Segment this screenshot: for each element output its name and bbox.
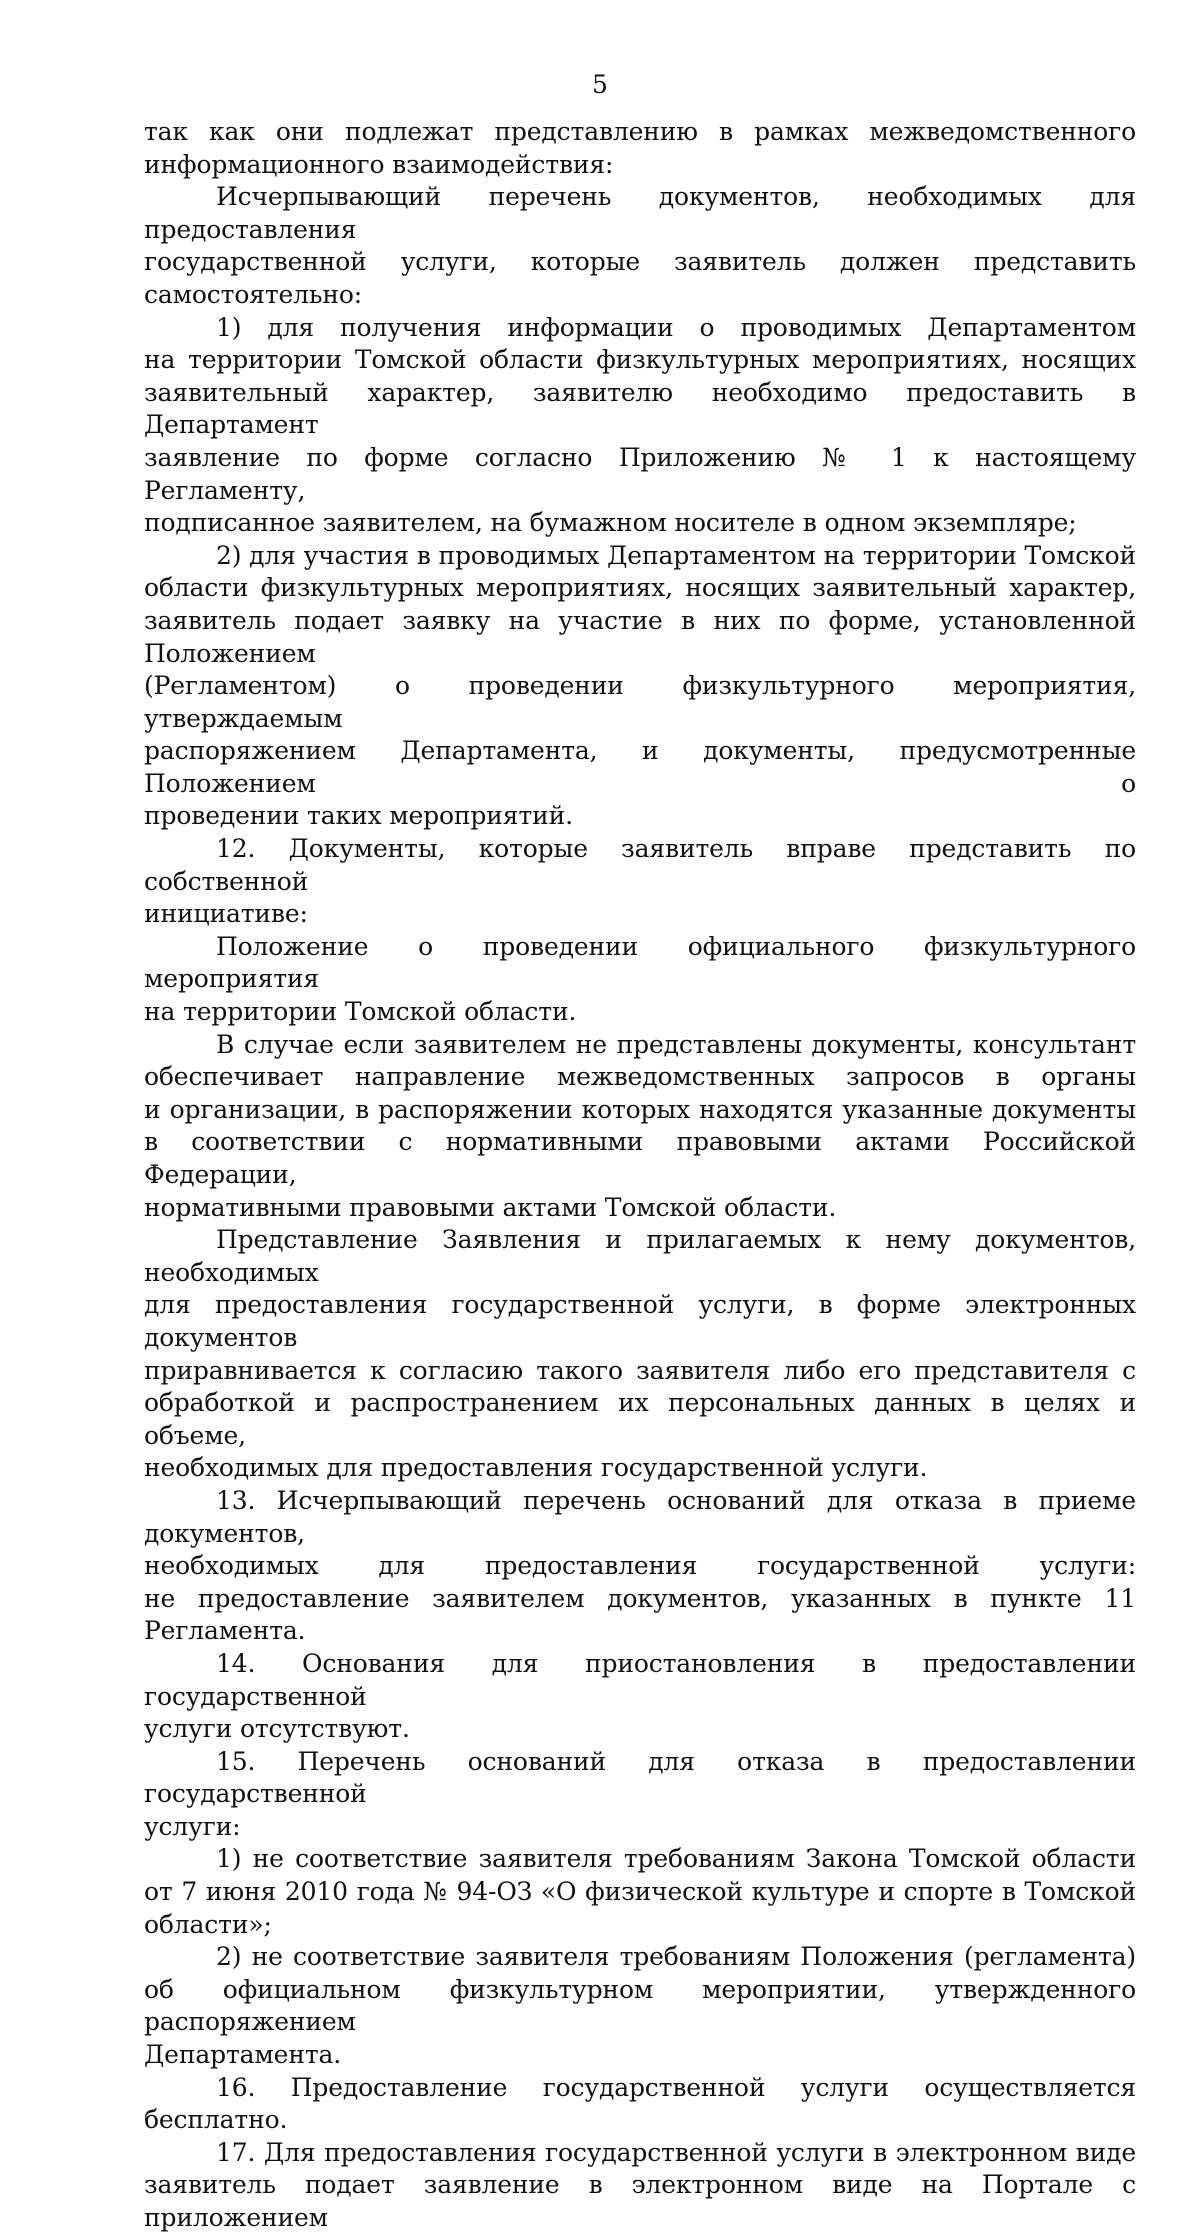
paragraph-8-line-5: необходимых для предоставления государственной услуги. (144, 1453, 928, 1483)
paragraph-15-line-1: 17. Для предоставления государственной услуги в электронном виде (216, 2137, 1136, 2167)
paragraph-15-line-2: заявитель подает заявление в электронном виде на Портале с приложением (144, 2170, 1136, 2232)
paragraph-12-line-3: области»; (144, 1909, 272, 1939)
paragraph-7-line-5: нормативными правовыми актами Томской области. (144, 1192, 837, 1222)
paragraph-4-line-2: области физкультурных мероприятиях, носящих заявительный характер, (144, 573, 1136, 603)
paragraph-6-line-1: Положение о проведении официального физкультурного мероприятия (144, 931, 1136, 994)
paragraph-3-line-5: подписанное заявителем, на бумажном носителе в одном экземпляре; (144, 508, 1077, 538)
paragraph-3-line-4: заявление по форме согласно Приложению № 1 к настоящему Регламенту, (144, 442, 1136, 505)
page-number: 5 (592, 70, 608, 99)
paragraph-6-line-2: на территории Томской области. (144, 997, 577, 1027)
paragraph-9-line-2: необходимых для предоставления государственной услуги: (144, 1551, 1136, 1581)
paragraph-4-line-6: проведении таких мероприятий. (144, 801, 573, 831)
paragraph-9-line-3: не предоставление заявителем документов, указанных в пункте 11 Регламента. (144, 1583, 1136, 1646)
paragraph-13-line-2: об официальном физкультурном мероприятии, утвержденного распоряжением (144, 1974, 1136, 2037)
paragraph-8-line-4: обработкой и распространением их персональных данных в целях и объеме, (144, 1388, 1136, 1450)
paragraph-2-line-1: Исчерпывающий перечень документов, необходимых для предоставления (144, 182, 1136, 244)
paragraph-8-line-3: приравнивается к согласию такого заявителя либо его представителя с (144, 1355, 1136, 1385)
paragraph-10-line-2: услуги отсутствуют. (144, 1714, 410, 1744)
paragraph-4-line-1: 2) для участия в проводимых Департаментом на территории Томской (216, 540, 1136, 570)
paragraph-11-line-2: услуги: (144, 1811, 241, 1841)
paragraph-3-line-2: на территории Томской области физкультурных мероприятиях, носящих (144, 345, 1136, 375)
paragraph-5-line-2: инициативе: (144, 899, 308, 929)
paragraph-9-line-1: 13. Исчерпывающий перечень оснований для отказа в приеме документов, (144, 1485, 1136, 1548)
paragraph-4-line-4: (Регламентом) о проведении физкультурного мероприятия, утверждаемым (144, 671, 1136, 733)
paragraph-12-line-2: от 7 июня 2010 года № 94-ОЗ «О физической культуре и спорте в Томской (144, 1877, 1136, 1907)
paragraph-7-line-4: в соответствии с нормативными правовыми актами Российской Федерации, (144, 1127, 1136, 1189)
paragraph-4-line-3: заявитель подает заявку на участие в них по форме, установленной Положением (144, 605, 1136, 668)
paragraph-8-line-1: Представление Заявления и прилагаемых к нему документов, необходимых (144, 1225, 1136, 1287)
paragraph-3-line-1: 1) для получения информации о проводимых Департаментом (216, 312, 1136, 342)
paragraph-14-line-1: 16. Предоставление государственной услуги осуществляется бесплатно. (144, 2072, 1136, 2135)
paragraph-11-line-1: 15. Перечень оснований для отказа в предоставлении государственной (144, 1746, 1136, 1809)
paragraph-7-line-3: и организации, в распоряжении которых находятся указанные документы (144, 1094, 1136, 1124)
paragraph-5-line-1: 12. Документы, которые заявитель вправе представить по собственной (144, 834, 1136, 896)
paragraph-13-line-1: 2) не соответствие заявителя требованиям Положения (регламента) (216, 1942, 1136, 1972)
paragraph-4-line-5: распоряжением Департамента, и документы, предусмотренные Положением о (144, 736, 1136, 798)
paragraph-2-line-2: государственной услуги, которые заявитель должен представить самостоятельно: (144, 247, 1136, 309)
document-body (144, 116, 1136, 2235)
paragraph-1-line-1: так как они подлежат представлению в рамках межведомственного (144, 117, 1136, 146)
paragraph-12-line-1: 1) не соответствие заявителя требованиям Закона Томской области (216, 1844, 1136, 1874)
paragraph-3-line-3: заявительный характер, заявителю необходимо предоставить в Департамент (144, 377, 1136, 440)
paragraph-10-line-1: 14. Основания для приостановления в предоставлении государственной (144, 1648, 1136, 1711)
paragraph-8-line-2: для предоставления государственной услуги, в форме электронных документов (144, 1290, 1136, 1352)
paragraph-13-line-3: Департамента. (144, 2040, 342, 2070)
paragraph-1-line-2: информационного взаимодействия: (144, 149, 614, 179)
paragraph-7-line-1: В случае если заявителем не представлены документы, консультант (216, 1029, 1136, 1059)
paragraph-7-line-2: обеспечивает направление межведомственных запросов в органы (144, 1062, 1136, 1092)
